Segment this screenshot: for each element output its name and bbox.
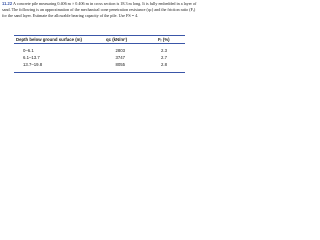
header-fr: Fᵣ (%): [158, 37, 170, 42]
cell-qc: 3747: [115, 55, 125, 60]
table-row: [14, 62, 185, 69]
cell-fr: 2.3: [161, 48, 167, 53]
problem-text: A concrete pile measuring 0.406 m × 0.406 m in cross section is 18.3 m long. It is fully embedded in a layer of sand. The following is an approximation of the mechanical cone penetration resistance (qᴄ) and the friction ratio (Fᵣ) for the sand layer. Estimate the allowable bearing capacity of the pile. Use FS = 4.: [2, 1, 197, 19]
cell-depth: 13.7–19.8: [23, 62, 43, 67]
cell-fr: 2.7: [161, 55, 167, 60]
cell-qc: 2803: [115, 48, 125, 53]
table-header-rule: [14, 43, 185, 44]
table-bottom-rule: [14, 72, 185, 73]
cell-depth: 6.1–13.7: [23, 55, 40, 60]
header-depth: Depth below ground surface (m): [16, 37, 82, 42]
cell-depth: 0–6.1: [23, 48, 34, 53]
header-qc: qᴄ (kN/m²): [106, 37, 128, 42]
cell-qc: 8055: [115, 62, 125, 67]
problem-statement: [2, 1, 198, 19]
table-top-rule: [14, 35, 185, 36]
problem-number: 11.22: [2, 1, 13, 6]
cell-fr: 2.8: [161, 62, 167, 67]
